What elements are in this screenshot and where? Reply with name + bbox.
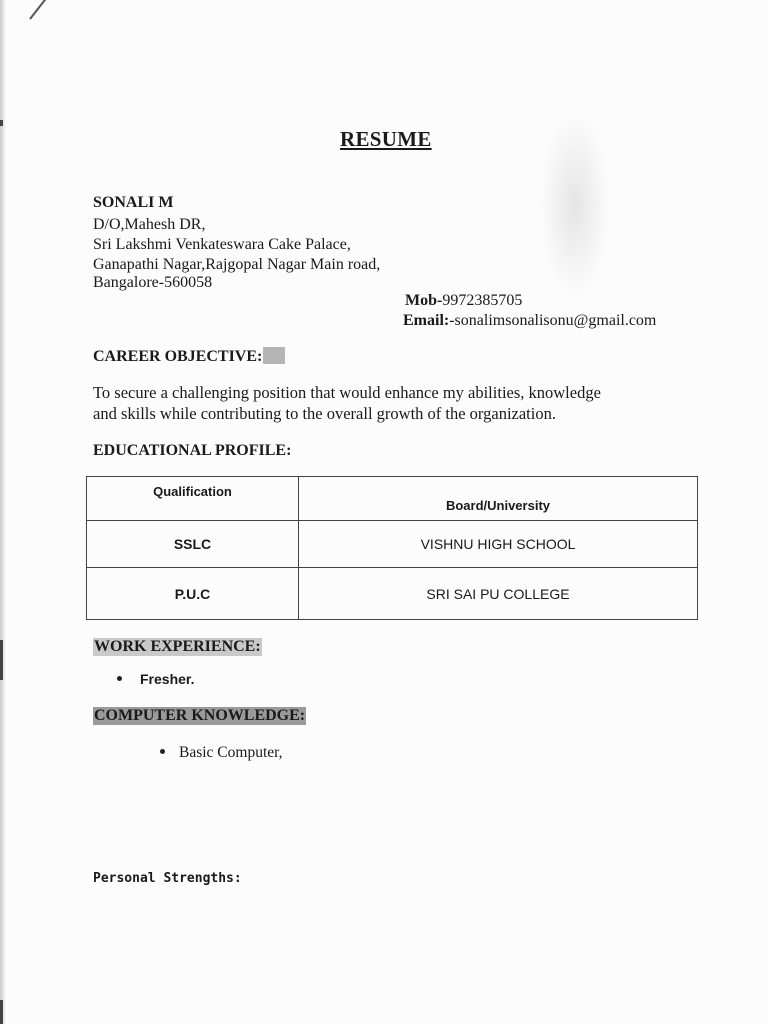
mobile-label: Mob- [405, 292, 443, 309]
candidate-name: SONALI M [93, 194, 174, 211]
career-objective-line: To secure a challenging position that would enhance my abilities, knowledge [93, 383, 601, 402]
address-line: D/O,Mahesh DR, [93, 216, 206, 233]
bullet-icon [117, 676, 122, 681]
scan-edge-mark [0, 640, 3, 680]
list-item: Basic Computer, [160, 744, 283, 762]
scan-edge-mark [0, 1000, 3, 1024]
computer-knowledge-heading: COMPUTER KNOWLEDGE: [94, 707, 306, 724]
table-cell: SSLC [87, 521, 299, 568]
pen-stroke-mark [29, 0, 49, 20]
address-line: Sri Lakshmi Venkateswara Cake Palace, [93, 236, 351, 253]
mobile-line [405, 292, 522, 310]
table-header-cell: Board/University [299, 477, 698, 521]
email-address: -sonalimsonalisonu@gmail.com [449, 312, 657, 329]
mobile-number: 9972385705 [442, 292, 523, 309]
table-row [87, 521, 698, 568]
work-experience-heading: WORK EXPERIENCE: [94, 638, 261, 655]
list-item: Fresher. [117, 671, 194, 687]
scan-edge-shadow [0, 0, 6, 1024]
table-header-cell: Qualification [87, 477, 299, 521]
education-table [86, 476, 698, 620]
table-cell: SRI SAI PU COLLEGE [299, 568, 698, 620]
career-objective-heading: CAREER OBJECTIVE: [93, 347, 285, 366]
bullet-icon [160, 749, 165, 754]
table-cell: P.U.C [87, 568, 299, 620]
page-title: RESUME [340, 127, 432, 151]
email-line [403, 312, 656, 330]
scan-edge-mark [0, 120, 3, 126]
table-header-row [87, 477, 698, 521]
scan-bleed-through [540, 110, 610, 300]
personal-strengths-heading: Personal Strengths: [93, 871, 242, 886]
career-objective-line: and skills while contributing to the overall growth of the organization. [93, 404, 556, 423]
table-cell: VISHNU HIGH SCHOOL [299, 521, 698, 568]
address-line: Ganapathi Nagar,Rajgopal Nagar Main road, [93, 256, 381, 273]
email-label: Email: [403, 312, 450, 329]
table-row [87, 568, 698, 620]
educational-profile-heading: EDUCATIONAL PROFILE: [93, 442, 292, 459]
address-line: Bangalore-560058 [93, 274, 213, 291]
